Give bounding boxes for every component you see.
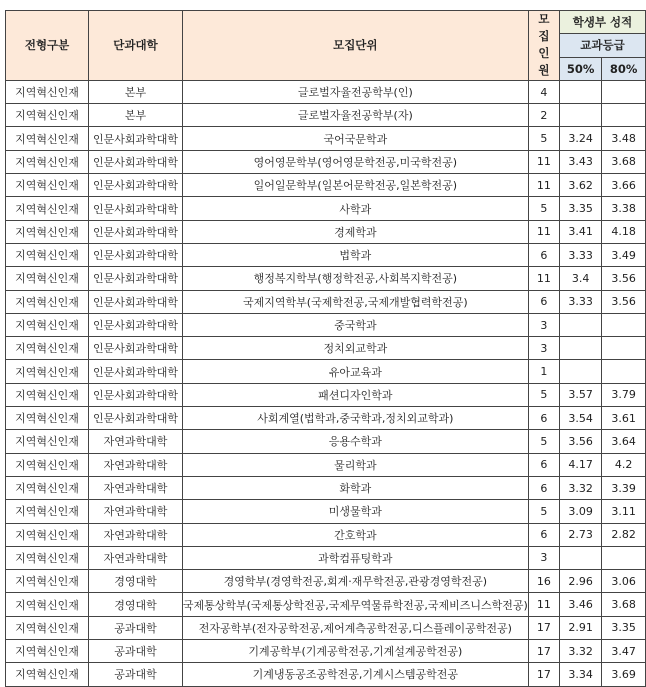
cell-type: 지역혁신인재 (6, 337, 89, 360)
table-row (6, 407, 646, 430)
cell-unit: 경제학과 (182, 220, 528, 243)
table-row (6, 430, 646, 453)
cell-unit: 사회계열(법학과,중국학과,정치외교학과) (182, 407, 528, 430)
cell-grade-50: 2.96 (559, 570, 601, 593)
cell-count: 4 (528, 80, 559, 103)
cell-count: 11 (528, 174, 559, 197)
cell-type: 지역혁신인재 (6, 243, 89, 266)
cell-unit: 간호학과 (182, 523, 528, 546)
cell-unit: 국제통상학부(국제통상학전공,국제무역물류학전공,국제비즈니스학전공) (182, 593, 528, 616)
cell-grade-80: 3.56 (602, 290, 646, 313)
cell-grade-80: 3.64 (602, 430, 646, 453)
cell-grade-50: 3.54 (559, 407, 601, 430)
table-row (6, 383, 646, 406)
cell-count: 11 (528, 150, 559, 173)
cell-grade-50: 2.91 (559, 616, 601, 639)
cell-count: 6 (528, 243, 559, 266)
cell-unit: 전자공학부(전자공학전공,제어계측공학전공,디스플레이공학전공) (182, 616, 528, 639)
cell-type: 지역혁신인재 (6, 290, 89, 313)
admission-results-table (5, 10, 646, 687)
cell-type: 지역혁신인재 (6, 407, 89, 430)
cell-type: 지역혁신인재 (6, 546, 89, 569)
cell-grade-80: 3.66 (602, 174, 646, 197)
cell-grade-50: 3.56 (559, 430, 601, 453)
cell-count: 17 (528, 663, 559, 686)
cell-grade-80: 2.82 (602, 523, 646, 546)
cell-college: 자연과학대학 (89, 430, 183, 453)
cell-college: 자연과학대학 (89, 523, 183, 546)
cell-college: 공과대학 (89, 663, 183, 686)
cell-count: 6 (528, 476, 559, 499)
table-row (6, 453, 646, 476)
cell-grade-50: 3.33 (559, 243, 601, 266)
cell-type: 지역혁신인재 (6, 313, 89, 336)
header-unit: 모집단위 (182, 11, 528, 81)
cell-college: 자연과학대학 (89, 476, 183, 499)
table-body (6, 80, 646, 686)
cell-college: 인문사회과학대학 (89, 174, 183, 197)
cell-college: 경영대학 (89, 593, 183, 616)
cell-type: 지역혁신인재 (6, 150, 89, 173)
cell-grade-50 (559, 80, 601, 103)
header-p50: 50% (559, 57, 601, 80)
cell-count: 2 (528, 104, 559, 127)
cell-grade-80: 3.38 (602, 197, 646, 220)
cell-count: 17 (528, 616, 559, 639)
table-row (6, 523, 646, 546)
table-row (6, 80, 646, 103)
cell-grade-80: 3.47 (602, 640, 646, 663)
cell-college: 인문사회과학대학 (89, 360, 183, 383)
cell-count: 11 (528, 220, 559, 243)
table-row (6, 616, 646, 639)
cell-type: 지역혁신인재 (6, 523, 89, 546)
cell-unit: 경영학부(경영학전공,회계·재무학전공,관광경영학전공) (182, 570, 528, 593)
cell-grade-80 (602, 104, 646, 127)
table-row (6, 197, 646, 220)
cell-grade-80: 3.61 (602, 407, 646, 430)
cell-college: 인문사회과학대학 (89, 197, 183, 220)
cell-grade-80: 4.2 (602, 453, 646, 476)
cell-count: 3 (528, 313, 559, 336)
cell-college: 자연과학대학 (89, 546, 183, 569)
cell-grade-80: 3.79 (602, 383, 646, 406)
cell-grade-80 (602, 360, 646, 383)
cell-unit: 과학컴퓨팅학과 (182, 546, 528, 569)
table-row (6, 476, 646, 499)
cell-grade-80: 3.35 (602, 616, 646, 639)
cell-count: 6 (528, 290, 559, 313)
cell-type: 지역혁신인재 (6, 360, 89, 383)
cell-college: 인문사회과학대학 (89, 150, 183, 173)
cell-type: 지역혁신인재 (6, 220, 89, 243)
cell-grade-50 (559, 360, 601, 383)
cell-grade-80 (602, 313, 646, 336)
cell-type: 지역혁신인재 (6, 476, 89, 499)
cell-grade-50: 3.43 (559, 150, 601, 173)
cell-count: 16 (528, 570, 559, 593)
cell-count: 6 (528, 523, 559, 546)
cell-college: 인문사회과학대학 (89, 383, 183, 406)
cell-type: 지역혁신인재 (6, 197, 89, 220)
cell-type: 지역혁신인재 (6, 663, 89, 686)
cell-count: 5 (528, 127, 559, 150)
cell-grade-80: 3.06 (602, 570, 646, 593)
cell-grade-50 (559, 313, 601, 336)
cell-type: 지역혁신인재 (6, 640, 89, 663)
cell-college: 공과대학 (89, 616, 183, 639)
cell-grade-50 (559, 104, 601, 127)
table-row (6, 220, 646, 243)
cell-grade-50: 3.32 (559, 640, 601, 663)
table-header (6, 11, 646, 81)
cell-unit: 법학과 (182, 243, 528, 266)
cell-unit: 화학과 (182, 476, 528, 499)
cell-unit: 글로벌자율전공학부(자) (182, 104, 528, 127)
table-row (6, 174, 646, 197)
cell-unit: 패션디자인학과 (182, 383, 528, 406)
cell-unit: 정치외교학과 (182, 337, 528, 360)
cell-college: 인문사회과학대학 (89, 220, 183, 243)
cell-grade-80: 3.56 (602, 267, 646, 290)
cell-grade-80: 3.68 (602, 593, 646, 616)
cell-type: 지역혁신인재 (6, 500, 89, 523)
table-row (6, 640, 646, 663)
cell-college: 인문사회과학대학 (89, 337, 183, 360)
cell-type: 지역혁신인재 (6, 453, 89, 476)
table-row (6, 267, 646, 290)
cell-grade-50: 3.34 (559, 663, 601, 686)
cell-grade-50 (559, 337, 601, 360)
cell-college: 공과대학 (89, 640, 183, 663)
table-row (6, 337, 646, 360)
cell-count: 17 (528, 640, 559, 663)
cell-type: 지역혁신인재 (6, 80, 89, 103)
table-row (6, 663, 646, 686)
header-type: 전형구분 (6, 11, 89, 81)
cell-count: 11 (528, 267, 559, 290)
cell-grade-80: 3.69 (602, 663, 646, 686)
cell-college: 인문사회과학대학 (89, 127, 183, 150)
header-count: 모집 인원 (528, 11, 559, 81)
cell-unit: 영어영문학부(영어영문학전공,미국학전공) (182, 150, 528, 173)
cell-college: 자연과학대학 (89, 453, 183, 476)
cell-grade-50: 3.35 (559, 197, 601, 220)
cell-college: 자연과학대학 (89, 500, 183, 523)
cell-college: 인문사회과학대학 (89, 290, 183, 313)
cell-grade-50: 3.41 (559, 220, 601, 243)
table-row (6, 313, 646, 336)
cell-type: 지역혁신인재 (6, 127, 89, 150)
cell-count: 6 (528, 453, 559, 476)
cell-unit: 중국학과 (182, 313, 528, 336)
table-row (6, 500, 646, 523)
cell-grade-50: 3.62 (559, 174, 601, 197)
admission-table-container (5, 10, 646, 687)
cell-grade-80: 3.11 (602, 500, 646, 523)
cell-count: 3 (528, 337, 559, 360)
cell-college: 인문사회과학대학 (89, 243, 183, 266)
cell-grade-50: 3.57 (559, 383, 601, 406)
cell-grade-50 (559, 546, 601, 569)
cell-unit: 유아교육과 (182, 360, 528, 383)
cell-college: 경영대학 (89, 570, 183, 593)
cell-grade-80 (602, 337, 646, 360)
cell-college: 본부 (89, 80, 183, 103)
table-row (6, 104, 646, 127)
cell-count: 5 (528, 430, 559, 453)
cell-grade-50: 4.17 (559, 453, 601, 476)
cell-grade-50: 3.09 (559, 500, 601, 523)
table-row (6, 546, 646, 569)
cell-grade-80: 4.18 (602, 220, 646, 243)
cell-unit: 행정복지학부(행정학전공,사회복지학전공) (182, 267, 528, 290)
cell-grade-80: 3.68 (602, 150, 646, 173)
table-row (6, 360, 646, 383)
cell-unit: 응용수학과 (182, 430, 528, 453)
cell-type: 지역혁신인재 (6, 174, 89, 197)
cell-type: 지역혁신인재 (6, 593, 89, 616)
header-p80: 80% (602, 57, 646, 80)
cell-grade-80: 3.48 (602, 127, 646, 150)
cell-grade-80: 3.49 (602, 243, 646, 266)
cell-count: 6 (528, 407, 559, 430)
table-row (6, 593, 646, 616)
cell-type: 지역혁신인재 (6, 616, 89, 639)
cell-grade-50: 3.4 (559, 267, 601, 290)
cell-grade-50: 3.46 (559, 593, 601, 616)
header-grade: 교과등급 (559, 34, 645, 57)
cell-college: 인문사회과학대학 (89, 407, 183, 430)
cell-unit: 국어국문학과 (182, 127, 528, 150)
cell-type: 지역혁신인재 (6, 104, 89, 127)
cell-grade-80 (602, 546, 646, 569)
cell-unit: 글로벌자율전공학부(인) (182, 80, 528, 103)
cell-grade-50: 2.73 (559, 523, 601, 546)
cell-grade-50: 3.32 (559, 476, 601, 499)
header-record: 학생부 성적 (559, 11, 645, 34)
table-row (6, 290, 646, 313)
cell-type: 지역혁신인재 (6, 430, 89, 453)
cell-grade-50: 3.33 (559, 290, 601, 313)
cell-count: 5 (528, 383, 559, 406)
cell-count: 1 (528, 360, 559, 383)
cell-unit: 물리학과 (182, 453, 528, 476)
cell-count: 5 (528, 197, 559, 220)
cell-type: 지역혁신인재 (6, 383, 89, 406)
cell-count: 3 (528, 546, 559, 569)
cell-college: 본부 (89, 104, 183, 127)
cell-unit: 사학과 (182, 197, 528, 220)
table-row (6, 570, 646, 593)
table-row (6, 150, 646, 173)
cell-grade-80: 3.39 (602, 476, 646, 499)
cell-unit: 일어일문학부(일본어문학전공,일본학전공) (182, 174, 528, 197)
cell-unit: 기계공학부(기계공학전공,기계설계공학전공) (182, 640, 528, 663)
table-row (6, 127, 646, 150)
cell-college: 인문사회과학대학 (89, 313, 183, 336)
cell-count: 11 (528, 593, 559, 616)
cell-type: 지역혁신인재 (6, 267, 89, 290)
cell-type: 지역혁신인재 (6, 570, 89, 593)
cell-unit: 미생물학과 (182, 500, 528, 523)
cell-count: 5 (528, 500, 559, 523)
cell-unit: 국제지역학부(국제학전공,국제개발협력학전공) (182, 290, 528, 313)
cell-unit: 기계냉동공조공학전공,기계시스템공학전공 (182, 663, 528, 686)
cell-college: 인문사회과학대학 (89, 267, 183, 290)
cell-grade-80 (602, 80, 646, 103)
table-row (6, 243, 646, 266)
cell-grade-50: 3.24 (559, 127, 601, 150)
header-college: 단과대학 (89, 11, 183, 81)
